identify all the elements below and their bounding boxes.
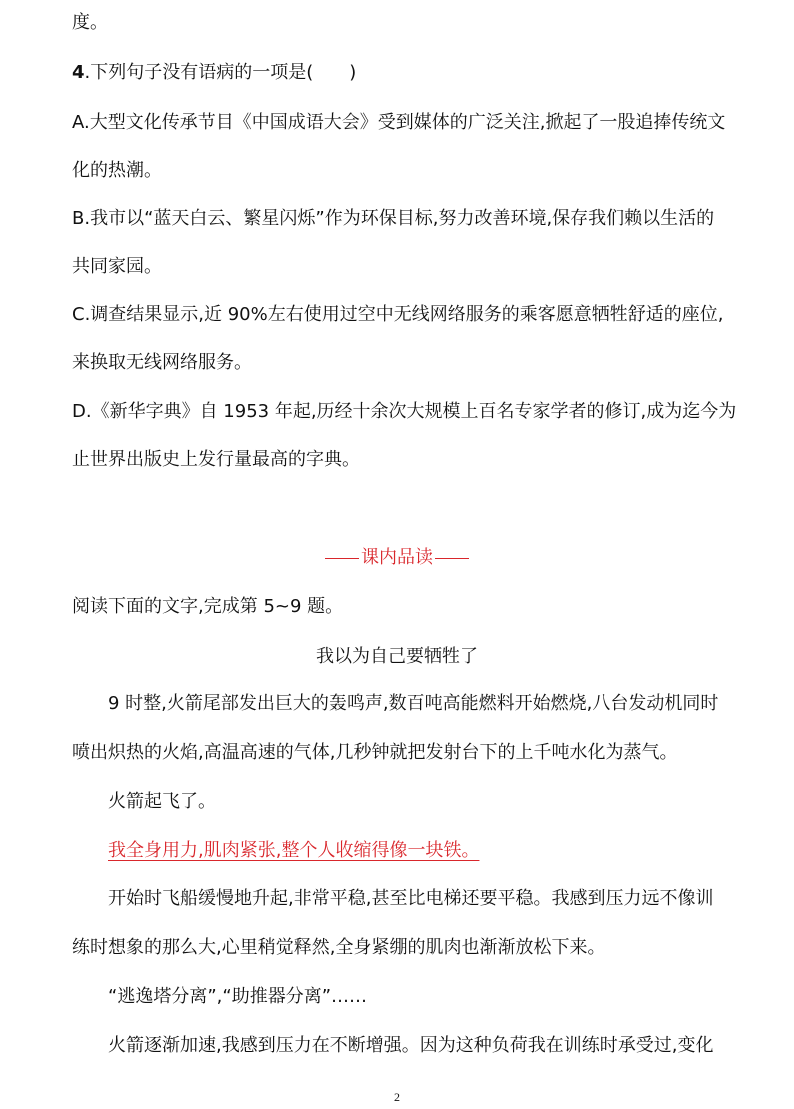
essay-paragraph-1-line-2: 喷出炽热的火焰,高温高速的气体,几秒钟就把发射台下的上千吨水化为蒸气。 [72,742,678,763]
option-a-line-1: A.大型文化传承节目《中国成语大会》受到媒体的广泛关注,掀起了一股追捧传统文 [72,112,726,133]
essay-paragraph-6-line-1: 火箭逐渐加速,我感到压力在不断增强。因为这种负荷我在训练时承受过,变化 [108,1035,714,1056]
section-heading-text: 课内品读 [361,547,433,568]
question-text: .下列句子没有语病的一项是( ) [84,62,357,83]
section-heading [0,546,794,570]
option-a-line-2: 化的热潮。 [72,160,162,181]
section-rule-left [325,558,359,559]
option-c-line-2: 来换取无线网络服务。 [72,352,252,373]
essay-highlighted-sentence: 我全身用力,肌肉紧张,整个人收缩得像一块铁。 [108,840,480,861]
essay-title: 我以为自己要牺牲了 [316,646,478,667]
option-d-line-2: 止世界出版史上发行量最高的字典。 [72,449,360,470]
page-number: 2 [394,1090,400,1104]
text-line-continuation: 度。 [72,12,108,33]
reading-instruction: 阅读下面的文字,完成第 5~9 题。 [72,596,344,617]
essay-paragraph-2: 火箭起飞了。 [108,791,216,812]
essay-paragraph-1-line-1: 9 时整,火箭尾部发出巨大的轰鸣声,数百吨高能燃料开始燃烧,八台发动机同时 [108,693,719,714]
option-d-line-1: D.《新华字典》自 1953 年起,历经十余次大规模上百名专家学者的修订,成为迄今为 [72,401,737,422]
question-4-stem [72,61,356,85]
essay-paragraph-5: “逃逸塔分离”,“助推器分离”…… [108,986,368,1007]
essay-paragraph-4-line-1: 开始时飞船缓慢地升起,非常平稳,甚至比电梯还要平稳。我感到压力远不像训 [108,888,714,909]
option-b-line-1: B.我市以“蓝天白云、繁星闪烁”作为环保目标,努力改善环境,保存我们赖以生活的 [72,208,715,229]
option-b-line-2: 共同家园。 [72,256,162,277]
question-number: 4 [72,62,85,83]
option-c-line-1: C.调查结果显示,近 90%左右使用过空中无线网络服务的乘客愿意牺牲舒适的座位, [72,304,724,325]
essay-paragraph-4-line-2: 练时想象的那么大,心里稍觉释然,全身紧绷的肌肉也渐渐放松下来。 [72,937,606,958]
section-rule-right [435,558,469,559]
